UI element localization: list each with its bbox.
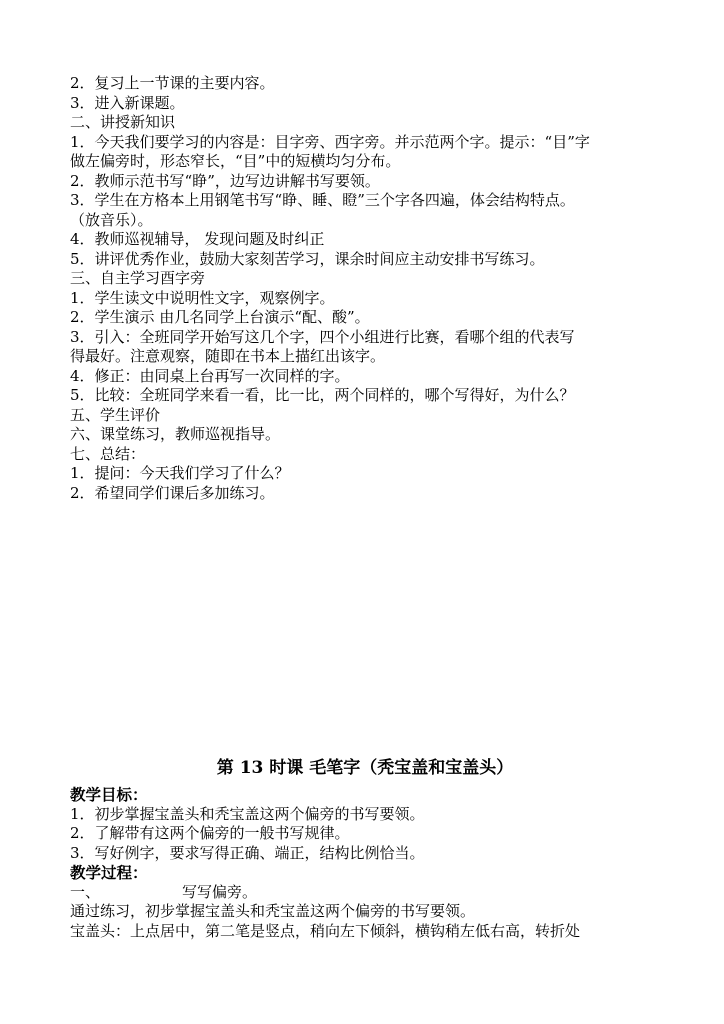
page-blank-space [70,503,660,757]
section-heading-summary: 七、总结： [70,444,146,463]
section-heading-self-study: 三、自主学习酉字旁 [70,269,206,287]
process-step-1-number: 一、 [70,882,101,901]
goal-item-2: 2．了解带有这两个偏旁的一般书写规律。 [70,824,350,842]
process-line-1: 通过练习，初步掌握宝盖头和秃宝盖这两个偏旁的书写要领。 [70,902,476,920]
teach-item-5: 5．讲评优秀作业，鼓励大家刻苦学习，课余时间应主动安排书写练习。 [70,249,545,268]
teach-item-1: 1．今天我们要学习的内容是：目字旁、西字旁。并示范两个字。提示：“目”字 [70,132,590,151]
review-item-3: 3．进入新课题。 [70,93,185,112]
summary-item-2: 2．希望同学们课后多加练习。 [70,483,275,502]
teach-item-1-continued: 做左偏旁时，形态窄长，“目”中的短横均匀分布。 [70,152,401,170]
process-step-1-text: 写写偏旁。 [182,882,258,901]
goal-item-3: 3．写好例字，要求写得正确、端正，结构比例恰当。 [70,843,425,862]
self-study-item-5: 5．比较：全班同学来看一看，比一比，两个同样的，哪个写得好，为什么？ [70,386,575,404]
teach-item-4: 4．教师巡视辅导， 发现问题及时纠正 [70,230,325,248]
teach-item-2: 2．教师示范书写“睁”，边写边讲解书写要领。 [70,171,380,190]
section-heading-evaluation: 五、学生评价 [70,405,161,424]
process-step-1 [70,883,660,903]
self-study-item-4: 4．修正：由同桌上台再写一次同样的字。 [70,366,350,385]
teach-item-3: 3．学生在方格本上用钢笔书写“睁、睡、瞪”三个字各四遍，体会结构特点。 [70,191,575,209]
review-item-2: 2．复习上一节课的主要内容。 [70,74,275,92]
summary-item-1: 1．提问：今天我们学习了什么？ [70,464,290,482]
process-heading: 教学过程： [70,863,148,882]
section-heading-practice: 六、课堂练习，教师巡视指导。 [70,425,281,443]
goal-item-1: 1．初步掌握宝盖头和秃宝盖这两个偏旁的书写要领。 [70,804,425,823]
self-study-item-2: 2．学生演示 由几名同学上台演示“配、酸”。 [70,308,370,326]
teach-item-3-continued: （放音乐）。 [70,210,153,229]
section-heading-new-knowledge: 二、讲授新知识 [70,113,176,131]
process-line-2: 宝盖头：上点居中，第二笔是竖点，稍向左下倾斜，横钩稍左低右高，转折处 [70,921,581,940]
self-study-item-3-continued: 得最好。注意观察，随即在书本上描红出该字。 [70,347,386,365]
document-page [70,74,660,941]
goals-heading: 教学目标： [70,785,148,804]
lesson-title: 第 13 时课 毛笔字（秃宝盖和宝盖头） [216,758,514,778]
self-study-item-3: 3．引入：全班同学开始写这几个字，四个小组进行比赛，看哪个组的代表写 [70,327,575,346]
self-study-item-1: 1．学生读文中说明性文字，观察例字。 [70,288,335,307]
